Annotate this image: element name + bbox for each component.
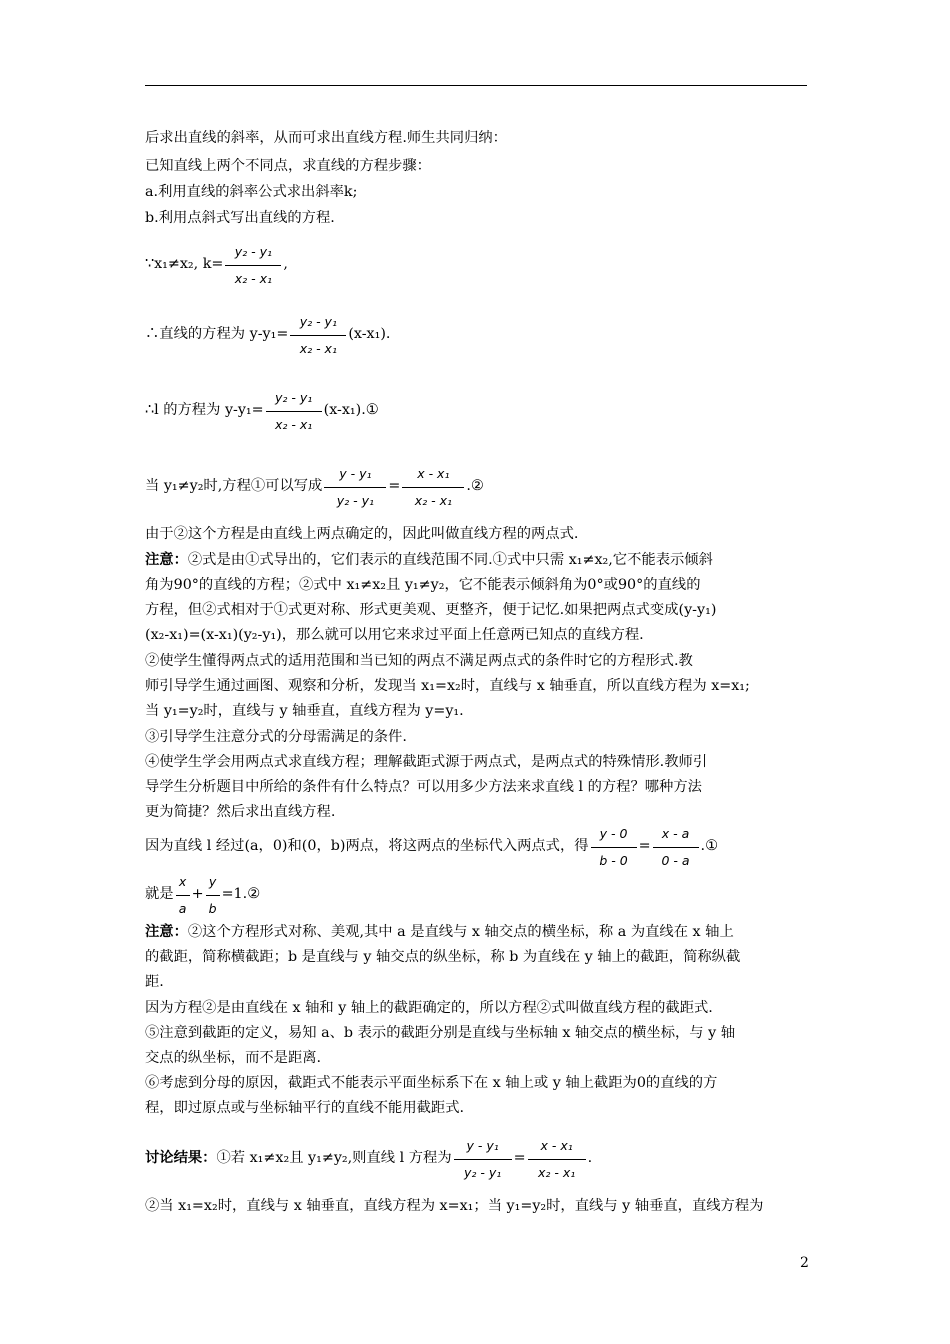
text-line: ⑤注意到截距的定义，易知 a、b 表示的截距分别是直线与坐标轴 x 轴交点的横坐标，与 y 轴 <box>145 1025 736 1041</box>
fraction-numerator: y₂ - y₁ <box>234 244 273 259</box>
fraction <box>589 820 639 872</box>
text-line: 后求出直线的斜率，从而可求出直线方程.师生共同归纳： <box>145 130 507 146</box>
formula-suffix: =1.② <box>221 886 261 902</box>
text-line: ③引导学生注意分式的分母需满足的条件. <box>145 729 407 745</box>
fraction <box>452 1132 514 1184</box>
formula-suffix: .① <box>700 838 718 854</box>
text-line: ④使学生学会用两点式求直线方程；理解截距式源于两点式，是两点式的特殊情形.教师引 <box>145 754 708 770</box>
text-line: 方程，但②式相对于①式更对称、形式更美观、更整齐，便于记忆.如果把两点式变成(y-y₁) <box>145 602 717 618</box>
formula-prefix: ∴直线的方程为 y-y₁= <box>145 326 289 342</box>
formula-line <box>145 868 810 920</box>
formula-suffix: (x-x₁).① <box>323 402 379 418</box>
text-line <box>145 550 810 570</box>
fraction-numerator: x - x₁ <box>540 1138 573 1153</box>
fraction <box>526 1132 588 1184</box>
formula-prefix: ①若 x₁≠x₂且 y₁≠y₂,则直线 l 方程为 <box>216 1150 452 1166</box>
formula-suffix: (x-x₁). <box>348 326 391 342</box>
equals-sign: = <box>513 1150 526 1166</box>
equals-sign: = <box>388 478 401 494</box>
text-line: 角为90°的直线的方程；②式中 x₁≠x₂且 y₁≠y₂，它不能表示倾斜角为0°或90°的直线的 <box>145 577 701 593</box>
fraction-denominator: 0 - a <box>661 853 690 868</box>
formula-line <box>145 1132 810 1184</box>
header-rule <box>145 85 807 86</box>
formula-suffix: . <box>587 1150 593 1166</box>
fraction <box>651 820 701 872</box>
formula-prefix: 就是 <box>145 886 174 902</box>
fraction <box>322 460 388 512</box>
fraction-numerator: y₂ - y₁ <box>299 314 337 329</box>
formula-line <box>145 460 810 512</box>
formula-line <box>145 308 810 360</box>
note-text: ②式是由①式导出的，它们表示的直线范围不同.①式中只需 x₁≠x₂,它不能表示倾斜 <box>187 552 713 568</box>
fraction-denominator: y₂ - y₁ <box>463 1165 502 1180</box>
note-text: ②这个方程形式对称、美观,其中 a 是直线与 x 轴交点的横坐标，称 a 为直线在 x 轴上 <box>187 924 734 940</box>
formula-line <box>145 238 810 290</box>
text-line: 导学生分析题目中所给的条件有什么特点？可以用多少方法来求直线 l 的方程？哪种方法 <box>145 779 702 795</box>
page-number: 2 <box>800 1255 809 1271</box>
text-line: 由于②这个方程是由直线上两点确定的，因此叫做直线方程的两点式. <box>145 526 579 542</box>
text-line: 的截距，简称横截距；b 是直线与 y 轴交点的纵坐标，称 b 为直线在 y 轴上的截距，简称纵截 <box>145 949 741 965</box>
fraction-denominator: x₂ - x₁ <box>537 1165 576 1180</box>
result-label: 讨论结果： <box>145 1150 217 1166</box>
note-label: 注意： <box>145 552 188 568</box>
fraction-denominator: a <box>178 901 187 916</box>
equals-sign: = <box>638 838 651 854</box>
fraction-denominator: x₂ - x₁ <box>275 417 313 432</box>
text-line: ⑥考虑到分母的原因，截距式不能表示平面坐标系下在 x 轴上或 y 轴上截距为0的直线的方 <box>145 1075 718 1091</box>
fraction-numerator: y₂ - y₁ <box>275 390 313 405</box>
note-label: 注意： <box>145 924 188 940</box>
text-line: ②当 x₁=x₂时，直线与 x 轴垂直，直线方程为 x=x₁；当 y₁=y₂时，直线与 y 轴垂直，直线方程为 <box>145 1198 764 1214</box>
formula-prefix: ∴l 的方程为 y-y₁= <box>145 402 264 418</box>
text-line: 程，即过原点或与坐标轴平行的直线不能用截距式. <box>145 1100 465 1116</box>
fraction-numerator: x - x₁ <box>417 466 450 481</box>
formula-line <box>145 820 810 872</box>
formula-suffix: , <box>283 256 288 272</box>
fraction-denominator: x₂ - x₁ <box>234 271 273 286</box>
fraction-numerator: y - y₁ <box>466 1138 499 1153</box>
fraction-denominator: x₂ - x₁ <box>299 341 337 356</box>
fraction-denominator: b - 0 <box>599 853 628 868</box>
plus-sign: + <box>191 886 204 902</box>
text-line: 交点的纵坐标，而不是距离. <box>145 1050 322 1066</box>
fraction <box>400 460 466 512</box>
fraction-denominator: b <box>208 901 217 916</box>
text-line: a.利用直线的斜率公式求出斜率k; <box>145 184 358 200</box>
fraction <box>223 238 283 290</box>
formula-suffix: .② <box>466 478 484 494</box>
formula-line <box>145 384 810 436</box>
fraction-numerator: x - a <box>661 826 690 841</box>
text-line: 师引导学生通过画图、观察和分析，发现当 x₁=x₂时，直线与 x 轴垂直，所以直线方程为 x=x₁; <box>145 678 750 694</box>
text-line: (x₂-x₁)=(x-x₁)(y₂-y₁)，那么就可以用它来求过平面上任意两已知点的直线方程. <box>145 627 644 643</box>
fraction-denominator: y₂ - y₁ <box>336 493 374 508</box>
text-line <box>145 922 810 942</box>
text-line: 已知直线上两个不同点，求直线的方程步骤： <box>145 158 431 174</box>
fraction <box>174 868 192 920</box>
text-line: 距. <box>145 974 164 990</box>
text-line: 当 y₁=y₂时，直线与 y 轴垂直，直线方程为 y=y₁. <box>145 703 464 719</box>
fraction <box>264 384 324 436</box>
fraction-numerator: y - y₁ <box>339 466 372 481</box>
fraction-numerator: y - 0 <box>599 826 628 841</box>
fraction-denominator: x₂ - x₁ <box>414 493 452 508</box>
fraction <box>204 868 222 920</box>
fraction-numerator: y <box>208 874 217 889</box>
formula-prefix: 当 y₁≠y₂时,方程①可以写成 <box>145 478 323 494</box>
text-line: b.利用点斜式写出直线的方程. <box>145 210 335 226</box>
text-line: ②使学生懂得两点式的适用范围和当已知的两点不满足两点式的条件时它的方程形式.教 <box>145 653 693 669</box>
text-line: 更为简捷？然后求出直线方程. <box>145 804 336 820</box>
text-line: 因为方程②是由直线在 x 轴和 y 轴上的截距确定的，所以方程②式叫做直线方程的截距式. <box>145 1000 713 1016</box>
formula-prefix: ∵x₁≠x₂, k= <box>145 256 224 272</box>
formula-prefix: 因为直线 l 经过(a，0)和(0，b)两点，将这两点的坐标代入两点式，得 <box>145 838 589 854</box>
fraction <box>288 308 348 360</box>
fraction-numerator: x <box>178 874 187 889</box>
